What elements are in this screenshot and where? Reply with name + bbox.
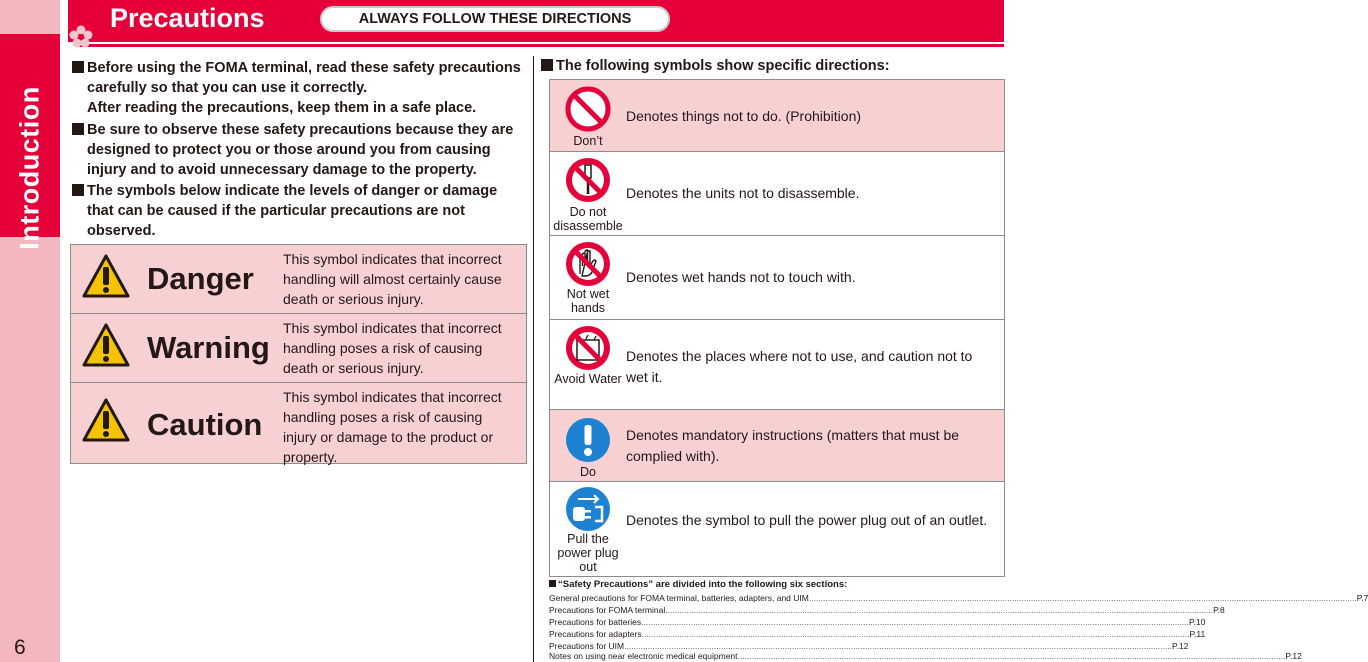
mandatory-icon (564, 416, 612, 464)
no-wet-hands-icon (564, 240, 612, 288)
symbol-description: Denotes the symbol to pull the power plug out of an outlet. (626, 512, 988, 528)
level-row-caution (71, 383, 526, 464)
symbol-row-not-wet-hands (550, 236, 1004, 320)
bullet-square-icon (72, 61, 84, 73)
column-divider (533, 56, 534, 662)
level-name: Danger (147, 261, 254, 296)
section-name: Notes on using near electronic medical equipment (549, 651, 738, 661)
warning-triangle-icon (81, 253, 131, 299)
section-entry (549, 592, 1368, 604)
section-name: General precautions for FOMA terminal, batteries, adapters, and UIM (549, 593, 809, 603)
symbol-description: Denotes mandatory instructions (matters that must be complied with). (626, 427, 960, 464)
mandatory-symbols-table (549, 409, 1005, 577)
section-name: Precautions for FOMA terminal (549, 605, 666, 615)
section-page: P.10 (1189, 617, 1206, 627)
bullet-square-icon (541, 59, 553, 71)
bullet-text: injury and to avoid unnecessary damage to the property. (87, 162, 477, 178)
intro-bullet-levels (72, 181, 532, 241)
level-description: This symbol indicates that incorrect handling poses a risk of causing injury or damage to the product or property. (283, 389, 502, 465)
bullet-text: that can be caused if the particular precautions are not (87, 203, 465, 219)
section-page: P.8 (1213, 605, 1225, 615)
section-entry (549, 628, 1206, 640)
symbol-label: Do not disassemble (553, 205, 623, 233)
symbols-heading-text: The following symbols show specific directions: (556, 58, 890, 74)
bullet-text: carefully so that you can use it correctly. (87, 80, 368, 96)
symbol-description: Denotes wet hands not to touch with. (626, 269, 856, 285)
bullet-text: designed to protect you or those around you from causing (87, 142, 491, 158)
section-name: Precautions for UIM (549, 641, 625, 651)
symbol-label: Pull the power plug out (557, 532, 619, 574)
bullet-text: observed. (87, 223, 156, 239)
intro-bullet-observe (72, 120, 532, 180)
unplug-icon (564, 485, 612, 533)
level-row-warning (71, 314, 526, 383)
symbols-heading (541, 58, 890, 74)
section-page: P.11 (1189, 629, 1206, 639)
symbol-description: Denotes the units not to disassemble. (626, 185, 860, 201)
symbol-row-dont (550, 80, 1004, 152)
leader-dots: ........................................................................................................................................................................................................................................ (665, 605, 1214, 615)
section-page: P.12 (1285, 651, 1302, 661)
sections-title (549, 579, 847, 590)
level-description: This symbol indicates that incorrect handling poses a risk of causing death or serious injury. (283, 320, 502, 376)
page-title: Precautions (110, 3, 265, 33)
level-row-danger (71, 245, 526, 314)
section-entry (549, 604, 1225, 616)
page-number: 6 (14, 636, 26, 659)
avoid-water-icon (564, 324, 612, 372)
warning-triangle-icon (81, 397, 131, 443)
bullet-text: Be sure to observe these safety precautions because they are (87, 122, 514, 138)
section-name: Precautions for batteries (549, 617, 642, 627)
leader-dots: ........................................................................................................................................................................................................................................ (737, 651, 1286, 661)
bullet-square-icon (72, 123, 84, 135)
directions-badge: ALWAYS FOLLOW THESE DIRECTIONS (320, 6, 670, 32)
symbol-label: Avoid Water (554, 372, 622, 386)
bullet-text: The symbols below indicate the levels of danger or damage (87, 183, 498, 199)
danger-levels-table (70, 244, 527, 464)
sections-title-text: “Safety Precautions” are divided into the following six sections: (558, 579, 848, 590)
sidebar (0, 0, 60, 662)
section-tab (0, 34, 60, 250)
no-disassembly-icon (564, 156, 612, 204)
level-name: Caution (147, 407, 263, 442)
symbol-label: Do (580, 465, 596, 479)
symbol-row-do-not-disassemble (550, 152, 1004, 236)
symbol-label: Don’t (573, 134, 603, 148)
intro-bullet-read-first (72, 58, 532, 118)
level-name: Warning (147, 330, 270, 365)
section-entry (549, 616, 1206, 628)
symbol-description: Denotes the places where not to use, and caution not to wet it. (626, 348, 973, 385)
level-description: This symbol indicates that incorrect handling will almost certainly cause death or serious injury. (283, 251, 502, 307)
leader-dots: ........................................................................................................................................................................................................................................ (641, 629, 1190, 639)
section-page: P.7 (1356, 593, 1368, 603)
section-page: P.12 (1172, 641, 1189, 651)
bullet-square-icon (72, 184, 84, 196)
symbol-label: Not wet hands (566, 287, 610, 315)
leader-dots: ........................................................................................................................................................................................................................................ (641, 617, 1190, 627)
flower-icon (68, 24, 94, 50)
leader-dots: ........................................................................................................................................................................................................................................ (624, 641, 1173, 651)
bullet-text: After reading the precautions, keep them in a safe place. (87, 100, 477, 116)
symbol-row-do (550, 410, 1004, 482)
warning-triangle-icon (81, 322, 131, 368)
prohibition-symbols-table (549, 79, 1005, 415)
section-name: Precautions for adapters (549, 629, 642, 639)
leader-dots: ........................................................................................................................................................................................................................................ (808, 593, 1357, 603)
bullet-square-icon (549, 580, 556, 587)
symbol-row-avoid-water (550, 320, 1004, 415)
header-underline (76, 44, 1004, 47)
symbol-row-pull-plug (550, 482, 1004, 577)
section-entry (549, 650, 1302, 662)
bullet-text: Before using the FOMA terminal, read these safety precautions (87, 60, 521, 76)
prohibition-icon (564, 85, 612, 133)
symbol-description: Denotes things not to do. (Prohibition) (626, 108, 862, 124)
section-label: Introduction (14, 86, 45, 250)
